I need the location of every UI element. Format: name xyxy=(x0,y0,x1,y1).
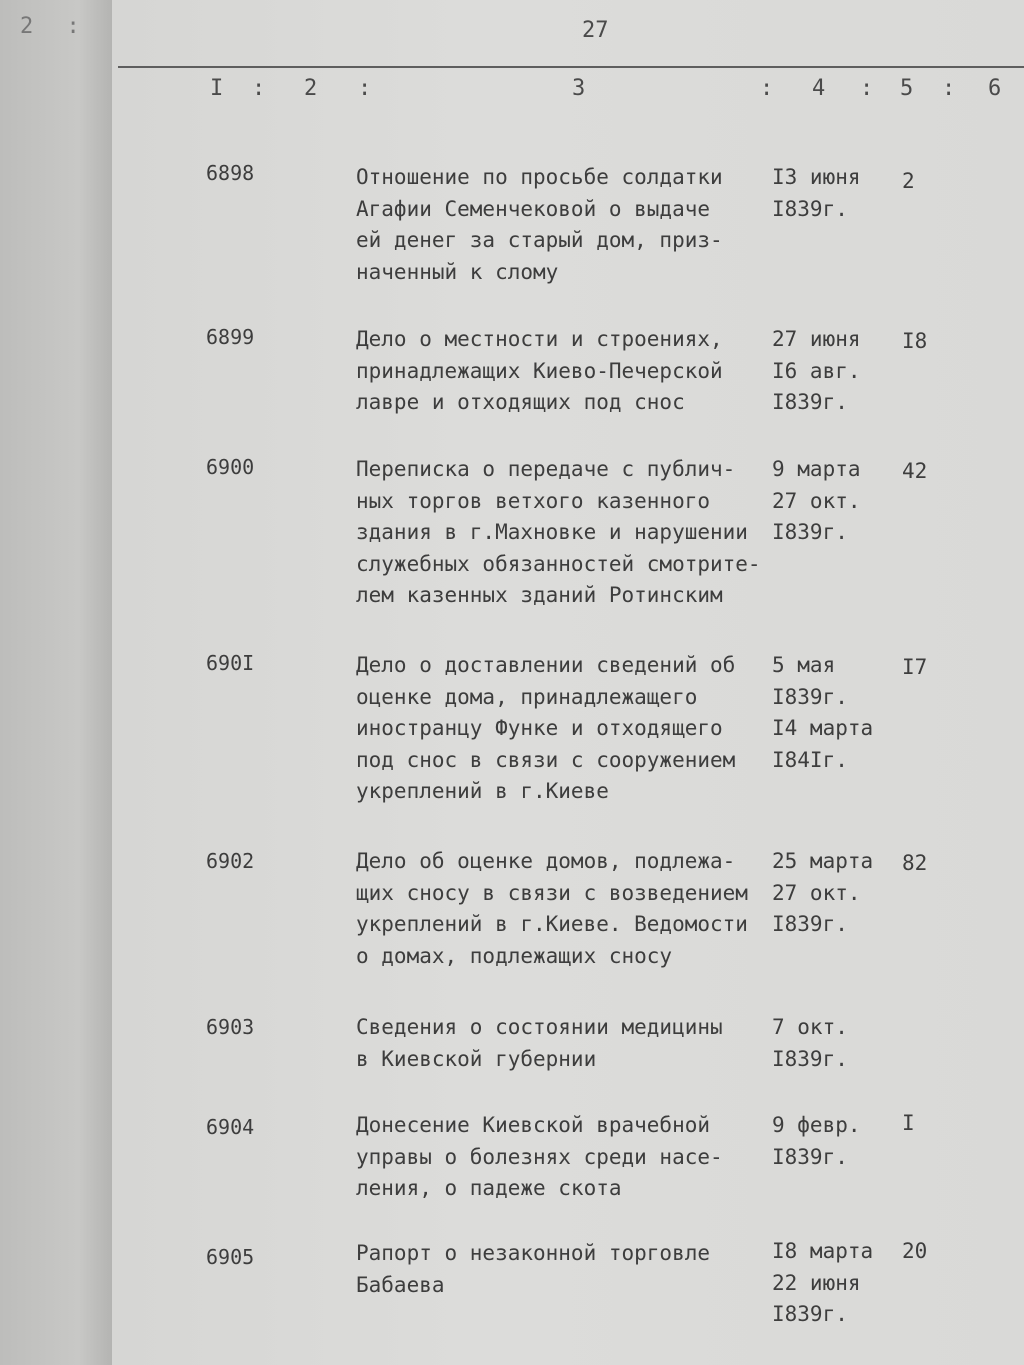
entry-title xyxy=(356,1238,786,1301)
title-line: здания в г.Махновке и нарушении xyxy=(356,520,748,544)
entry-number: 6902 xyxy=(206,849,255,873)
date-line: I3 июня xyxy=(772,165,861,189)
entry-sheet-count: I7 xyxy=(902,655,928,679)
entry-dates xyxy=(772,1236,922,1331)
title-line: ей денег за старый дом, приз- xyxy=(356,228,723,252)
column-header: 5 xyxy=(900,76,914,101)
entry-dates xyxy=(772,454,922,549)
date-line: I839г. xyxy=(772,196,848,221)
column-separator: : xyxy=(942,76,956,101)
date-line: 9 февр. xyxy=(772,1113,861,1137)
column-separator: : xyxy=(358,76,372,101)
title-line: Агафии Семенчековой о выдаче xyxy=(356,196,711,221)
entry-number: 6899 xyxy=(206,325,255,349)
title-line: укреплений в г.Киеве. Ведомости xyxy=(356,912,748,936)
entry-title xyxy=(356,162,786,288)
column-header: 6 xyxy=(988,76,1002,101)
entry-title xyxy=(356,324,786,419)
entry-number: 6905 xyxy=(206,1245,255,1269)
title-line: Донесение Киевской врачебной xyxy=(356,1113,711,1137)
title-line: служебных обязанностей смотрите- xyxy=(356,551,761,576)
entry-sheet-count: 2 xyxy=(902,169,915,193)
date-line: 5 мая xyxy=(772,653,836,677)
entry-number: 6898 xyxy=(206,161,255,185)
title-line: о домах, подлежащих сносу xyxy=(356,943,673,968)
date-line: I839г. xyxy=(772,520,848,544)
title-line: Переписка о передаче с публич- xyxy=(356,457,736,481)
entry-dates xyxy=(772,1110,922,1173)
entry-title xyxy=(356,846,786,972)
column-separator: : xyxy=(860,76,874,101)
title-line: Отношение по просьбе солдатки xyxy=(356,165,723,189)
entry-dates xyxy=(772,162,922,225)
title-line: ления, о падеже скота xyxy=(356,1176,622,1200)
entry-number: 6904 xyxy=(206,1115,255,1139)
page-number: 27 xyxy=(582,18,609,43)
date-line: 25 марта xyxy=(772,849,874,873)
date-line: 27 окт. xyxy=(772,880,861,905)
title-line: укреплений в г.Киеве xyxy=(356,779,609,803)
entry-title xyxy=(356,650,786,808)
entry-dates xyxy=(772,324,922,419)
entry-title xyxy=(356,1012,786,1075)
title-line: Рапорт о незаконной торговле xyxy=(356,1241,711,1265)
date-line: I84Iг. xyxy=(772,747,848,772)
entry-dates xyxy=(772,1012,922,1075)
date-line: I6 авг. xyxy=(772,358,861,383)
column-header: 3 xyxy=(572,76,586,101)
date-line: I839г. xyxy=(772,1046,848,1071)
date-line: I839г. xyxy=(772,390,848,414)
title-line: в Киевской губернии xyxy=(356,1046,597,1071)
column-separator: : xyxy=(760,76,774,101)
facing-page-edge xyxy=(0,0,112,1365)
title-line: принадлежащих Киево-Печерской xyxy=(356,358,723,383)
column-separator: : xyxy=(252,76,266,101)
title-line: Бабаева xyxy=(356,1272,445,1297)
entry-title xyxy=(356,1110,786,1205)
entry-sheet-count: 82 xyxy=(902,851,928,875)
title-line: Дело о доставлении сведений об xyxy=(356,653,736,677)
title-line: ных торгов ветхого казенного xyxy=(356,488,711,513)
date-line: 7 окт. xyxy=(772,1015,848,1039)
entry-sheet-count: 20 xyxy=(902,1239,928,1263)
title-line: наченный к слому xyxy=(356,259,559,284)
column-header: 2 xyxy=(304,76,318,101)
entry-dates xyxy=(772,846,922,941)
date-line: I4 марта xyxy=(772,716,874,740)
entry-number: 6900 xyxy=(206,455,255,479)
column-header: 4 xyxy=(812,76,826,101)
title-line: под снос в связи с сооружением xyxy=(356,747,736,772)
entry-sheet-count: I8 xyxy=(902,329,928,353)
title-line: щих сносу в связи с возведением xyxy=(356,880,748,905)
date-line: I839г. xyxy=(772,1302,848,1326)
entry-number: 6903 xyxy=(206,1015,255,1039)
title-line: управы о болезнях среди насе- xyxy=(356,1144,723,1169)
entry-number: 690I xyxy=(206,651,255,675)
document-sheet xyxy=(112,0,1024,1365)
date-line: I839г. xyxy=(772,1144,848,1169)
date-line: 22 июня xyxy=(772,1270,861,1295)
header-rule xyxy=(118,66,1024,68)
title-line: лем казенных зданий Ротинским xyxy=(356,583,723,607)
entry-sheet-count: 42 xyxy=(902,459,928,483)
date-line: I839г. xyxy=(772,684,848,709)
entry-title xyxy=(356,454,786,612)
date-line: 27 июня xyxy=(772,327,861,351)
title-line: лавре и отходящих под снос xyxy=(356,390,685,414)
title-line: оценке дома, принадлежащего xyxy=(356,684,698,709)
title-line: Сведения о состоянии медицины xyxy=(356,1015,723,1039)
column-header: I xyxy=(210,76,224,101)
facing-page-mark: 2 : xyxy=(20,14,90,39)
title-line: иностранцу Функе и отходящего xyxy=(356,716,723,740)
date-line: 27 окт. xyxy=(772,488,861,513)
entry-sheet-count: I xyxy=(902,1111,915,1135)
date-line: 9 марта xyxy=(772,457,861,481)
title-line: Дело о местности и строениях, xyxy=(356,327,723,351)
date-line: I8 марта xyxy=(772,1239,874,1263)
date-line: I839г. xyxy=(772,912,848,936)
entry-dates xyxy=(772,650,922,776)
title-line: Дело об оценке домов, подлежа- xyxy=(356,849,736,873)
